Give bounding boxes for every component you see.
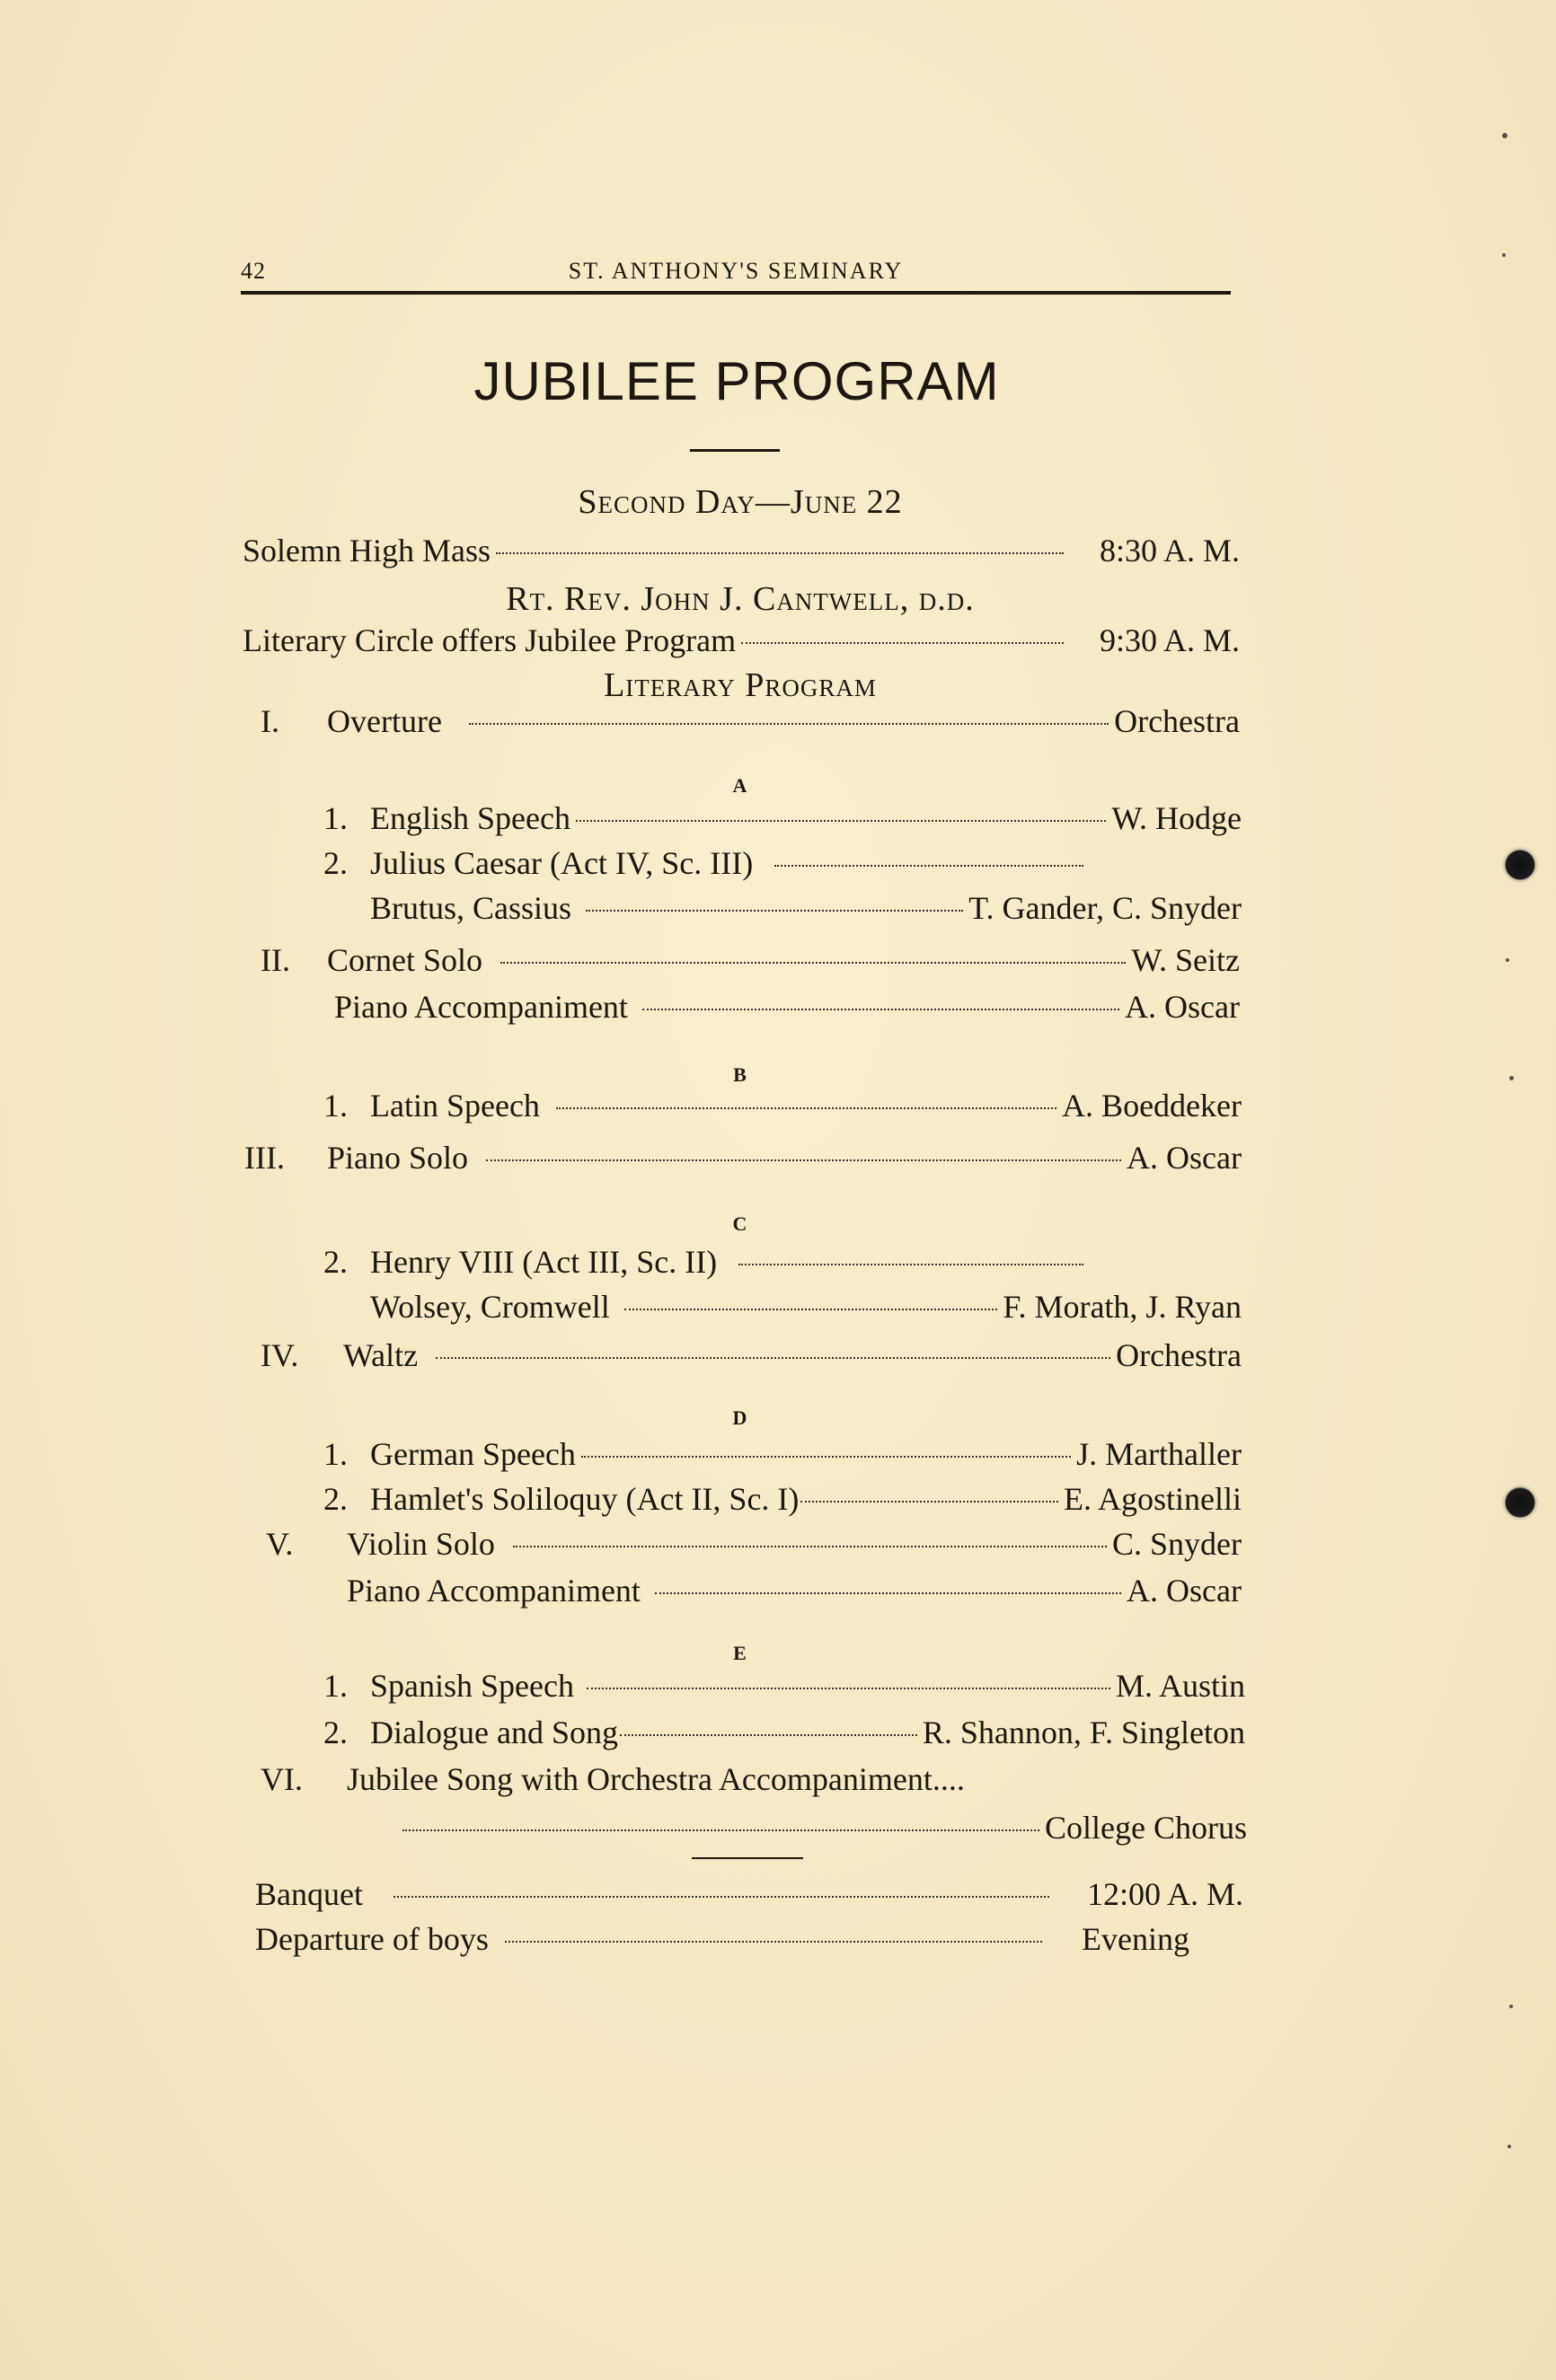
schedule-label: Solemn High Mass <box>243 533 491 569</box>
schedule-label: Departure of boys <box>255 1921 489 1957</box>
schedule-row <box>255 1875 1243 1917</box>
program-item <box>323 1243 1089 1284</box>
paper-speck <box>1509 2005 1513 2008</box>
binding-hole-bottom <box>1502 1485 1538 1521</box>
day-subtitle: Second Day—June 22 <box>578 483 903 521</box>
section-letter: E <box>733 1642 747 1664</box>
item-label: German Speech <box>370 1436 576 1472</box>
item-performer: T. Gander, C. Snyder <box>968 890 1242 926</box>
leader-dots <box>486 1159 1121 1161</box>
paper-speck <box>1502 253 1506 257</box>
item-label: Waltz <box>343 1337 419 1373</box>
paper-speck <box>1509 1076 1514 1080</box>
program-item <box>323 844 1089 886</box>
running-title: ST. ANTHONY'S SEMINARY <box>568 258 904 284</box>
item-performer: A. Oscar <box>1127 1140 1242 1176</box>
item-number: 1. <box>323 800 348 836</box>
item-label: Henry VIII (Act III, Sc. II) <box>370 1244 718 1280</box>
leader-dots <box>513 1546 1107 1547</box>
item-performer: A. Oscar <box>1127 1573 1242 1609</box>
leader-dots <box>581 1456 1071 1458</box>
item-performer: C. Snyder <box>1112 1526 1242 1562</box>
item-label: Cornet Solo <box>327 942 483 978</box>
program-item <box>323 1480 1242 1521</box>
leader-dots <box>738 1264 1083 1265</box>
program-item-accompaniment <box>347 1572 1242 1613</box>
item-performer: W. Hodge <box>1111 800 1242 836</box>
header-rule <box>241 291 1231 295</box>
item-performer: A. Oscar <box>1125 989 1240 1025</box>
leader-dots <box>655 1592 1121 1594</box>
item-label: Overture <box>327 703 442 739</box>
item-number: 2. <box>323 1244 348 1280</box>
program-item-roles <box>370 1288 1242 1329</box>
item-number: 1. <box>323 1668 348 1704</box>
item-number: 2. <box>323 1481 348 1517</box>
item-label: Spanish Speech <box>370 1668 574 1704</box>
item-performer: Orchestra <box>1116 1337 1242 1373</box>
item-number: VI. <box>261 1761 303 1797</box>
item-performer: M. Austin <box>1115 1668 1245 1704</box>
leader-dots <box>642 1009 1119 1010</box>
item-number: IV. <box>261 1337 299 1373</box>
schedule-time: 12:00 A. M. <box>1086 1876 1243 1912</box>
leader-dots <box>620 1734 917 1736</box>
item-label: Wolsey, Cromwell <box>370 1289 610 1325</box>
program-item-roles <box>370 889 1242 930</box>
program-item <box>266 1525 1242 1566</box>
binding-hole-top <box>1502 847 1538 883</box>
literary-program-heading: Literary Program <box>604 666 877 704</box>
leader-dots <box>800 1501 1058 1503</box>
leader-dots <box>393 1896 1049 1898</box>
program-item <box>323 1435 1242 1476</box>
paper-speck <box>1507 2145 1511 2148</box>
schedule-time: 8:30 A. M. <box>1099 533 1240 569</box>
item-label: Jubilee Song with Orchestra Accompaniment.... <box>347 1761 965 1797</box>
item-label: Brutus, Cassius <box>370 890 572 926</box>
item-number: I. <box>261 703 279 739</box>
section-rule <box>692 1857 803 1859</box>
paper-speck <box>1506 958 1509 962</box>
program-item <box>323 799 1242 841</box>
schedule-label: Literary Circle offers Jubilee Program <box>243 622 737 658</box>
schedule-time: 9:30 A. M. <box>1099 622 1240 658</box>
program-item <box>261 941 1240 983</box>
leader-dots <box>402 1829 1039 1831</box>
item-performer: E. Agostinelli <box>1064 1481 1242 1517</box>
schedule-row <box>255 1920 1189 1961</box>
item-number: 1. <box>323 1088 348 1124</box>
item-label: Piano Accompaniment <box>347 1573 641 1609</box>
program-item <box>261 702 1240 744</box>
leader-dots <box>741 642 1064 644</box>
item-performer: J. Marthaller <box>1076 1436 1242 1472</box>
item-label: Piano Solo <box>327 1140 469 1176</box>
program-item <box>323 1714 1245 1755</box>
item-label: Hamlet's Soliloquy (Act II, Sc. I) <box>370 1481 800 1517</box>
leader-dots <box>500 962 1126 964</box>
schedule-label: Banquet <box>255 1876 363 1912</box>
item-label: English Speech <box>370 800 570 836</box>
item-performer: R. Shannon, F. Singleton <box>922 1714 1245 1750</box>
item-performer: A. Boeddeker <box>1062 1088 1242 1124</box>
program-item <box>323 1667 1245 1708</box>
section-letter: A <box>732 774 748 797</box>
program-item <box>323 1087 1242 1128</box>
leader-dots <box>505 1941 1042 1943</box>
running-head <box>241 258 1231 294</box>
item-label: Dialogue and Song <box>370 1714 618 1750</box>
item-performer: F. Morath, J. Ryan <box>1003 1289 1242 1325</box>
item-number: V. <box>266 1526 294 1562</box>
program-item-continuation <box>402 1809 1247 1850</box>
page-number: 42 <box>241 258 266 284</box>
schedule-time: Evening <box>1082 1921 1189 1957</box>
program-item <box>244 1139 1242 1180</box>
paper-speck <box>1502 133 1507 138</box>
item-performer: W. Seitz <box>1131 942 1240 978</box>
program-item-accompaniment <box>334 988 1240 1029</box>
program-item <box>261 1336 1242 1378</box>
item-number: 2. <box>323 1714 348 1750</box>
leader-dots <box>576 820 1106 822</box>
item-label: Latin Speech <box>370 1088 540 1124</box>
leader-dots <box>774 865 1083 867</box>
item-number: II. <box>261 942 290 978</box>
program-item <box>261 1760 1159 1802</box>
schedule-row <box>243 621 1240 663</box>
item-label: Violin Solo <box>347 1526 495 1562</box>
leader-dots <box>436 1357 1110 1359</box>
item-number: III. <box>244 1140 285 1176</box>
section-letter: D <box>732 1406 748 1429</box>
item-performer: College Chorus <box>1045 1810 1247 1846</box>
page-title: JUBILEE PROGRAM <box>473 351 1000 411</box>
leader-dots <box>624 1309 998 1310</box>
leader-dots <box>469 723 1109 725</box>
item-label: Julius Caesar (Act IV, Sc. III) <box>370 845 754 881</box>
celebrant: Rt. Rev. John J. Cantwell, d.d. <box>506 580 975 618</box>
leader-dots <box>496 552 1064 554</box>
title-rule <box>690 449 780 452</box>
item-label: Piano Accompaniment <box>334 989 628 1025</box>
item-number: 2. <box>323 845 348 881</box>
leader-dots <box>556 1107 1056 1109</box>
section-letter: C <box>732 1212 748 1235</box>
item-performer: Orchestra <box>1114 703 1240 739</box>
section-letter: B <box>733 1063 747 1086</box>
leader-dots <box>586 910 963 912</box>
item-number: 1. <box>323 1436 348 1472</box>
schedule-row <box>243 532 1240 573</box>
leader-dots <box>587 1688 1110 1689</box>
